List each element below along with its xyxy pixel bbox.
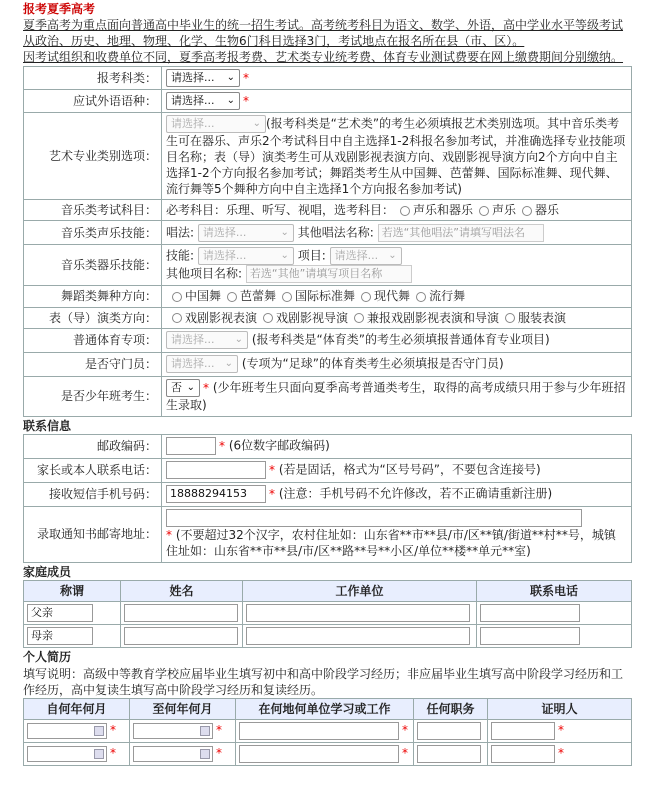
- col-place: 在何地何单位学习或工作: [236, 698, 414, 719]
- drama-label: 表（导）演类方向：: [24, 307, 162, 328]
- tel-input[interactable]: [480, 627, 580, 645]
- col-to: 至何年何月: [130, 698, 236, 719]
- col-from: 自何年何月: [24, 698, 130, 719]
- radio-drama-3[interactable]: [354, 313, 364, 323]
- table-row: [24, 625, 632, 648]
- radio-vocal-instr[interactable]: [400, 206, 410, 216]
- sms-input[interactable]: 18888294153: [166, 485, 266, 503]
- skill-select[interactable]: 请选择... ⌄: [198, 247, 294, 265]
- phone-label: 家长或本人联系电话：: [24, 458, 162, 482]
- calendar-icon: [200, 726, 210, 736]
- tel-input[interactable]: [480, 604, 580, 622]
- name-input[interactable]: [124, 604, 238, 622]
- calendar-icon: [94, 749, 104, 759]
- radio-dance-5[interactable]: [416, 292, 426, 302]
- radio-drama-2[interactable]: [263, 313, 273, 323]
- family-table: [23, 580, 632, 648]
- sport-label: 普通体育专项：: [24, 328, 162, 352]
- subject-select[interactable]: 请选择... ⌄: [166, 69, 240, 87]
- resume-table: [23, 698, 632, 766]
- section-title: 报考夏季高考: [23, 2, 96, 16]
- table-row: [24, 602, 632, 625]
- place-input[interactable]: [239, 745, 399, 763]
- witness-input[interactable]: [491, 722, 555, 740]
- youth-select[interactable]: 否 ⌄: [166, 379, 200, 397]
- contact-title: 联系信息: [23, 418, 72, 433]
- notice-line-1: 夏季高考为重点面向普通高中毕业生的统一招生考试。高考统考科目为语文、数学、外语，高中学业水平等级考试从政治、历史、地理、物理、化学、生物6门科目选择3门，考试地点在报名所在县（市、区）。: [23, 18, 624, 49]
- exam-form-table: 报考科类： 请选择... ⌄ * 应试外语语种： 请选择... ⌄ * 艺术专业类别选项： 请选择... ⌄ (报考科类是“艺术类”的考生必须填报艺术类别选项。其中音乐类考生可在器乐、声乐2个考试科目中自主选择1-2科报名参加考试，并准确选择专业技能项目名称；表（导）演类考生可从戏剧影视表演方向、戏剧影视导演方向2个方向中自主选择1-2个方向报名参加考试；舞蹈类考生从中国舞、芭蕾舞、国际标准舞、现代舞、流行舞等5个舞种方向中自主选择1个方向报名参加考试) 音乐类考试科目： 必考科目：乐理、听写、视唱，选考科目： 声乐和器乐 声乐 器乐 音乐类声乐技能： 唱法: 请选择... ⌄ 其他唱法名称: 若选“其他唱法”请填写唱法名 音乐类器乐技能： 技能: 请选择... ⌄ 项目: 请选择... ⌄ 其他项目名称: 若选“其他”请填写项目名称 舞蹈类舞种方向： 中国舞 芭蕾舞 国际标准舞 现代舞 流行舞 表（导）演类方向： 戏剧影视表演 戏剧影视导演 兼报戏剧影视表演和导演 服装表演 普通体育专项： 请选择... ⌄ (报考科类是“体育类”的考生必须填报普通体育专业项目) 是否守门员： 请选择... ⌄ (专项为“足球”的体育类考生必须填报是否守门员) 是否少年班考生： 否 ⌄ * (少年班考生只面向夏季高考普通类考生，取得的高考成绩只用于参与少年班招生录取): [23, 66, 632, 417]
- place-input[interactable]: [239, 722, 399, 740]
- notice-line-2: 因考试组织和收费单位不同，夏季高考报考费、艺术类专业统考费、体育专业测试费要在网上缴费期间分别缴纳。: [23, 50, 624, 65]
- phone-input[interactable]: [166, 461, 266, 479]
- vocal-label: 音乐类声乐技能：: [24, 221, 162, 245]
- radio-drama-4[interactable]: [505, 313, 515, 323]
- to-date-input[interactable]: [133, 746, 213, 762]
- lang-label: 应试外语语种：: [24, 90, 162, 113]
- work-input[interactable]: [246, 604, 470, 622]
- position-input[interactable]: [417, 722, 481, 740]
- postcode-input[interactable]: [166, 437, 216, 455]
- radio-instr[interactable]: [522, 206, 532, 216]
- relation-input[interactable]: 母亲: [27, 627, 93, 645]
- music-label: 音乐类考试科目：: [24, 200, 162, 221]
- calendar-icon: [200, 749, 210, 759]
- chevron-down-icon: ⌄: [226, 72, 235, 84]
- from-date-input[interactable]: [27, 746, 107, 762]
- resume-desc: 填写说明：高级中等教育学校应届毕业生填写初中和高中阶段学习经历；非应届毕业生填写高中阶段学习经历和工作经历，高中复读生填写高中阶段学习经历和复读经历。: [23, 666, 624, 697]
- calendar-icon: [94, 726, 104, 736]
- art-label: 艺术专业类别选项：: [24, 113, 162, 200]
- postcode-label: 邮政编码：: [24, 434, 162, 458]
- art-note: (报考科类是“艺术类”的考生必须填报艺术类别选项。其中音乐类考生可在器乐、声乐2个考试科目中自主选择1-2科报名参加考试，并准确选择专业技能项目名称；表（导）演类考生可从戏剧影视表演方向、戏剧影视导演方向2个方向中自主选择1-2个方向报名参加考试；舞蹈类考生从中国舞、芭蕾舞、国际标准舞、现代舞、流行舞等5个舞种方向中自主选择1个方向报名参加考试): [166, 116, 626, 197]
- subject-label: 报考科类：: [24, 67, 162, 90]
- radio-dance-3[interactable]: [282, 292, 292, 302]
- radio-dance-2[interactable]: [227, 292, 237, 302]
- col-name: 姓名: [121, 581, 243, 602]
- col-tel: 联系电话: [477, 581, 632, 602]
- other-sing-input[interactable]: 若选“其他唱法”请填写唱法名: [378, 224, 544, 242]
- radio-dance-1[interactable]: [172, 292, 182, 302]
- notice: [23, 17, 632, 65]
- instr-label: 音乐类器乐技能：: [24, 245, 162, 286]
- goalie-select[interactable]: 请选择... ⌄: [166, 355, 238, 373]
- item-select[interactable]: 请选择... ⌄: [330, 247, 402, 265]
- col-relation: 称谓: [24, 581, 121, 602]
- sing-select[interactable]: 请选择... ⌄: [198, 224, 294, 242]
- sport-select[interactable]: 请选择... ⌄: [166, 331, 248, 349]
- dance-label: 舞蹈类舞种方向：: [24, 286, 162, 307]
- other-item-input[interactable]: 若选“其他”请填写项目名称: [246, 265, 412, 283]
- contact-table: 邮政编码： * (6位数字邮政编码) 家长或本人联系电话： * (若是固话，格式为“区号号码”，不要包含连接号) 接收短信手机号码： 18888294153 * (注意：手机号码不允许修改，若不正确请重新注册) 录取通知书邮寄地址： * (不要超过32个汉字，农村住址如：山东省**市**县/市/区**镇/街道**村**号，城镇住址如：山东省**市**县/市/区**路**号**小区/单位**楼**单元**室): [23, 434, 632, 563]
- col-witness: 证明人: [488, 698, 632, 719]
- position-input[interactable]: [417, 745, 481, 763]
- relation-input[interactable]: 父亲: [27, 604, 93, 622]
- address-label: 录取通知书邮寄地址：: [24, 506, 162, 562]
- table-row: * * * *: [24, 719, 632, 742]
- goalie-label: 是否守门员：: [24, 352, 162, 376]
- lang-select[interactable]: 请选择... ⌄: [166, 92, 240, 110]
- col-position: 任何职务: [414, 698, 488, 719]
- youth-label: 是否少年班考生：: [24, 376, 162, 416]
- sms-label: 接收短信手机号码：: [24, 482, 162, 506]
- radio-vocal[interactable]: [479, 206, 489, 216]
- work-input[interactable]: [246, 627, 470, 645]
- radio-drama-1[interactable]: [172, 313, 182, 323]
- table-row: * * * *: [24, 742, 632, 765]
- from-date-input[interactable]: [27, 723, 107, 739]
- to-date-input[interactable]: [133, 723, 213, 739]
- col-work: 工作单位: [243, 581, 477, 602]
- radio-dance-4[interactable]: [361, 292, 371, 302]
- resume-title: 个人简历: [23, 650, 72, 665]
- family-title: 家庭成员: [23, 564, 72, 579]
- witness-input[interactable]: [491, 745, 555, 763]
- address-input[interactable]: [166, 509, 582, 527]
- chevron-down-icon: ⌄: [226, 95, 235, 107]
- art-select[interactable]: 请选择... ⌄: [166, 115, 266, 133]
- name-input[interactable]: [124, 627, 238, 645]
